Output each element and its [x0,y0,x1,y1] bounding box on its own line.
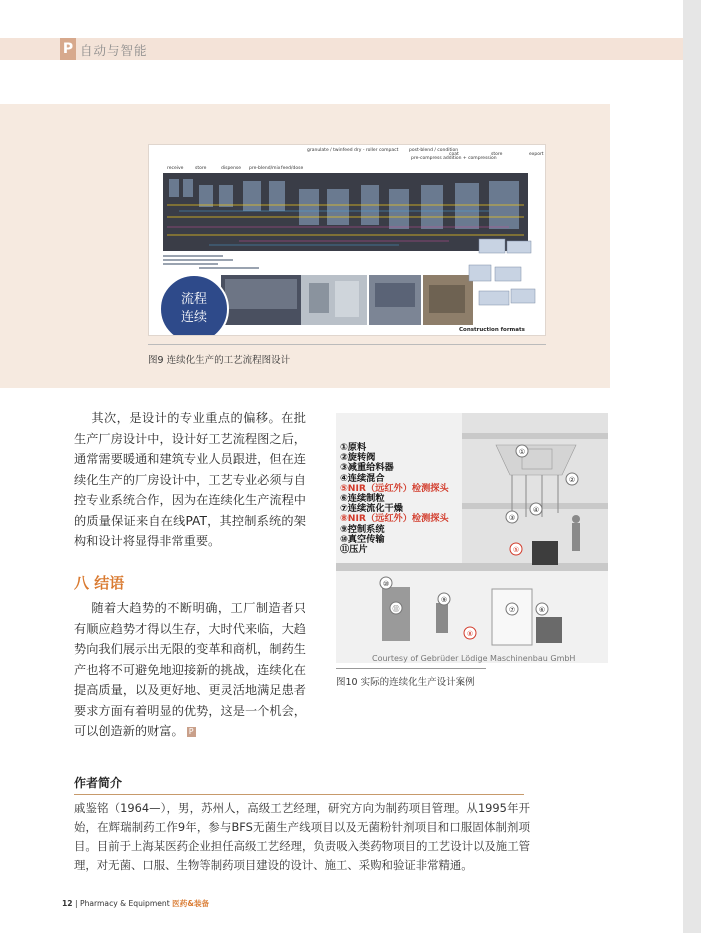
badge-line1: 流程 [180,292,208,307]
svg-text:②: ② [568,476,576,484]
svg-text:⑦: ⑦ [508,606,516,614]
author-divider [74,794,524,795]
legend-item: ②旋转阀 [340,452,376,464]
body-paragraph-1 [74,408,306,552]
body-paragraph-2-text: 随着大趋势的不断明确，工厂制造者只有顺应趋势才得以生存，大时代来临，大趋势向我们展示出无限的变革和商机，制药生产也将不可避免地迎接新的挑战，连续化在提高质量，以及更好地、更灵活地满足患者要求方面有着明显的优势，这是一个机会，可以创造新的财富。 [74,601,306,738]
page-footer [62,898,209,909]
section-logo: P [60,38,76,60]
legend-item: ⑨控制系统 [340,523,385,535]
figure9-caption-rule [148,344,546,345]
legend-item-nir: ⑧NIR（远红外）检测探头 [340,513,449,525]
diagram-label: pre-blend/mix [249,166,281,171]
figure9-caption: 图9 连续化生产的工艺流程图设计 [148,355,291,366]
diagram-label: dispense [221,166,242,171]
footer-brand-en: Pharmacy & Equipment [79,899,170,908]
diagram-label: post-blend / condition [409,148,459,153]
legend-item: ⑦连续流化干燥 [340,503,403,515]
figure10-legend [340,443,449,555]
svg-text:⑥: ⑥ [538,606,546,614]
legend-item: ⑪压片 [340,544,368,556]
diagram-label: receive [167,166,184,171]
diagram-label: export [529,152,544,157]
section-heading: 八 结语 [74,574,125,592]
figure10-caption-rule [336,668,486,669]
svg-text:⑤: ⑤ [512,546,520,554]
legend-item-nir: ⑤NIR（远红外）检测探头 [340,482,449,494]
diagram-label: coat [449,152,459,157]
figure10-caption: 图10 实际的连续化生产设计案例 [336,677,475,688]
svg-text:⑨: ⑨ [440,596,448,604]
diagram-label: store [491,152,503,157]
end-mark-icon: P [187,727,196,737]
figure9-process-diagram [148,144,546,336]
legend-item: ③减重给料器 [340,462,394,474]
figure10-courtesy: Courtesy of Gebrüder Lödige Maschinenbau GmbH [372,654,576,663]
section-title: 自动与智能 [80,43,148,58]
svg-text:④: ④ [532,506,540,514]
footer-separator: | [75,899,78,908]
svg-text:⑪: ⑪ [392,605,400,613]
diagram-label: store [195,166,207,171]
page-number: 12 [62,899,73,908]
svg-text:⑩: ⑩ [382,580,390,588]
author-heading: 作者简介 [74,776,123,790]
author-bio: 戚鉴铭（1964—），男，苏州人，高级工艺经理，研究方向为制药项目管理。从1995年开始，在辉瑞制药工作9年，参与BFS无菌生产线项目以及无菌粉针剂项目和口服固体制剂项目。目前于上海某医药企业担任高级工艺经理，负责吸入类药物项目的工艺设计以及施工管理，对无菌、口服、生物等制药项目建设的设计、施工、采购和验证非常精通。 [74,801,530,872]
footer-brand-cn: 医药&装备 [172,899,210,908]
legend-item: ⑥连续制粒 [340,493,385,505]
diagram-label: pre-compress addition + compression [411,156,497,161]
legend-item: ①原料 [340,442,367,453]
legend-item: ⑩真空传输 [340,533,385,545]
diagram-label: feed/dose [281,166,304,171]
body-paragraph-2 [74,598,306,742]
legend-item: ④连续混合 [340,472,385,484]
svg-text:①: ① [518,448,526,456]
construction-formats-label: Construction formats [459,327,525,333]
badge-line2: 连续 [180,310,208,325]
page-edge-strip [683,0,701,933]
svg-text:⑧: ⑧ [466,630,474,638]
diagram-label: granulate / twinfeed dry - roller compact [307,148,399,153]
svg-text:③: ③ [508,514,516,522]
body-paragraph-1-text: 其次，是设计的专业重点的偏移。在批生产厂房设计中，设计好工艺流程图之后，通常需要暖通和建筑专业人员跟进，但在连续化生产的厂房设计中，工艺专业必须与自控专业系统合作，因为在连续化生产流程中的质量保证来自在线PAT，其控制系统的架构和设计将显得非常重要。 [74,411,306,548]
